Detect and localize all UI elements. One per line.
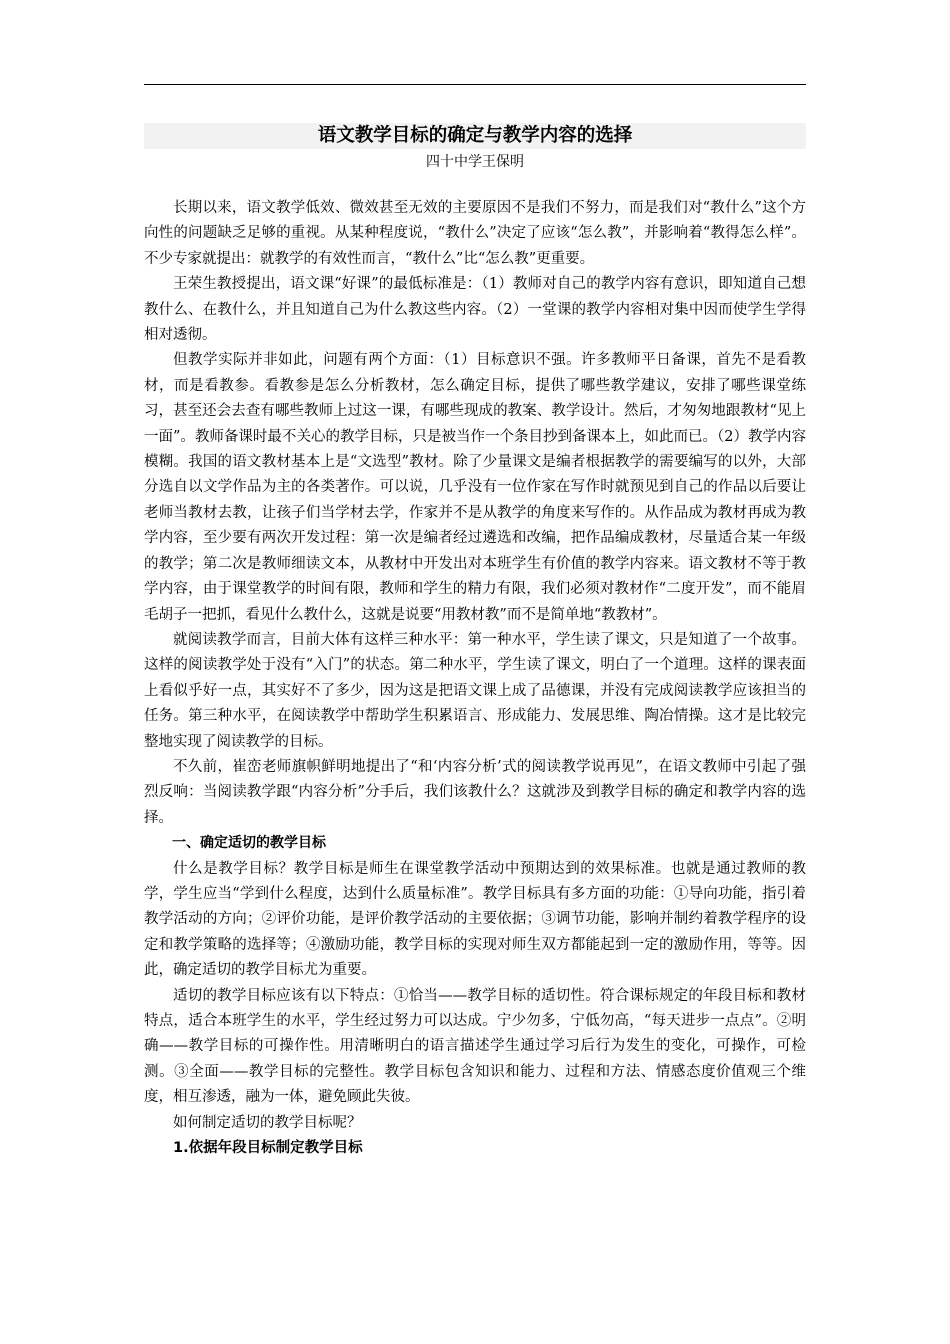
paragraph: 什么是教学目标？教学目标是师生在课堂教学活动中预期达到的效果标准。也就是通过教师的教学，学生应当“学到什么程度，达到什么质量标准”。教学目标具有多方面的功能：①导向功能，指引着教学活动的方向；②评价功能，是评价教学活动的主要依据；③调节功能，影响并制约着教学程序的设定和教学策略的选择等；④激励功能，教学目标的实现对师生双方都能起到一定的激励作用，等等。因此，确定适切的教学目标尤为重要。 — [144, 860, 806, 979]
paragraph: 如何制定适切的教学目标呢？ — [173, 1114, 362, 1131]
paragraph: 但教学实际并非如此，问题有两个方面：（1）目标意识不强。许多教师平日备课，首先不是看教材，而是看教参。看教参是怎么分析教材，怎么确定目标，提供了哪些教学建议，安排了哪些课堂练习，甚至还会去查有哪些教师上过这一课，有哪些现成的教案、教学设计。然后，才匆匆地跟教材“见上一面”。教师备课时最不关心的教学目标，只是被当作一个条目抄到备课本上，如此而已。（2）教学内容模糊。我国的语文教材基本上是“文选型”教材。除了少量课文是编者根据教学的需要编写的以外，大部分选自以文学作品为主的各类著作。可以说，几乎没有一位作家在写作时就预见到自己的作品以后要让老师当教材去教，让孩子们当学材去学，作家并不是从教学的角度来写作的。从作品成为教材再成为教学内容，至少要有两次开发过程：第一次是编者经过遴选和改编，把作品编成教材，尽量适合某一年级的教学；第二次是教师细读文本，从教材中开发出对本班学生有价值的教学内容来。语文教材不等于教学内容，由于课堂教学的时间有限，教师和学生的精力有限，我们必须对教材作“二度开发”，而不能眉毛胡子一把抓，看见什么教什么，这就是说要“用教材教”而不是简单地“教教材”。 — [144, 352, 806, 623]
paragraph: 王荣生教授提出，语文课“好课”的最低标准是：（1）教师对自己的教学内容有意识，即知道自己想教什么、在教什么，并且知道自己为什么教这些内容。（2）一堂课的教学内容相对集中因而使学生学得相对透彻。 — [144, 276, 806, 344]
document-title: 语文教学目标的确定与教学内容的选择 — [317, 125, 633, 146]
header-rule — [144, 84, 806, 85]
document-author: 四十中学王保明 — [426, 154, 524, 170]
section-heading: 一、确定适切的教学目标 — [172, 835, 326, 852]
subsection-heading: 1.依据年段目标制定教学目标 — [173, 1140, 363, 1157]
paragraph: 长期以来，语文教学低效、微效甚至无效的主要原因不是我们不努力，而是我们对“教什么”这个方向性的问题缺乏足够的重视。从某种程度说，“教什么”决定了应该“怎么教”，并影响着“教得怎么样”。不少专家就提出：就教学的有效性而言，“教什么”比“怎么教”更重要。 — [144, 200, 806, 267]
document-body — [144, 196, 806, 1161]
paragraph: 就阅读教学而言，目前大体有这样三种水平：第一种水平，学生读了课文，只是知道了一个故事。这样的阅读教学处于没有“入门”的状态。第二种水平，学生读了课文，明白了一个道理。这样的课表面上看似乎好一点，其实好不了多少，因为这是把语文课上成了品德课，并没有完成阅读教学应该担当的任务。第三种水平，在阅读教学中帮助学生积累语言、形成能力、发展思维、陶冶情操。这才是比较完整地实现了阅读教学的目标。 — [144, 631, 806, 750]
paragraph: 适切的教学目标应该有以下特点：①恰当——教学目标的适切性。符合课标规定的年段目标和教材特点，适合本班学生的水平，学生经过努力可以达成。宁少勿多，宁低勿高，“每天进步一点点”。②明确——教学目标的可操作性。用清晰明白的语言描述学生通过学习后行为发生的变化，可操作，可检测。③全面——教学目标的完整性。教学目标包含知识和能力、过程和方法、情感态度价值观三个维度，相互渗透，融为一体，避免顾此失彼。 — [144, 987, 806, 1106]
paragraph: 不久前，崔峦老师旗帜鲜明地提出了“和‘内容分析’式的阅读教学说再见”，在语文教师中引起了强烈反响：当阅读教学跟“内容分析”分手后，我们该教什么？这就涉及到教学目标的确定和教学内容的选择。 — [144, 758, 806, 826]
